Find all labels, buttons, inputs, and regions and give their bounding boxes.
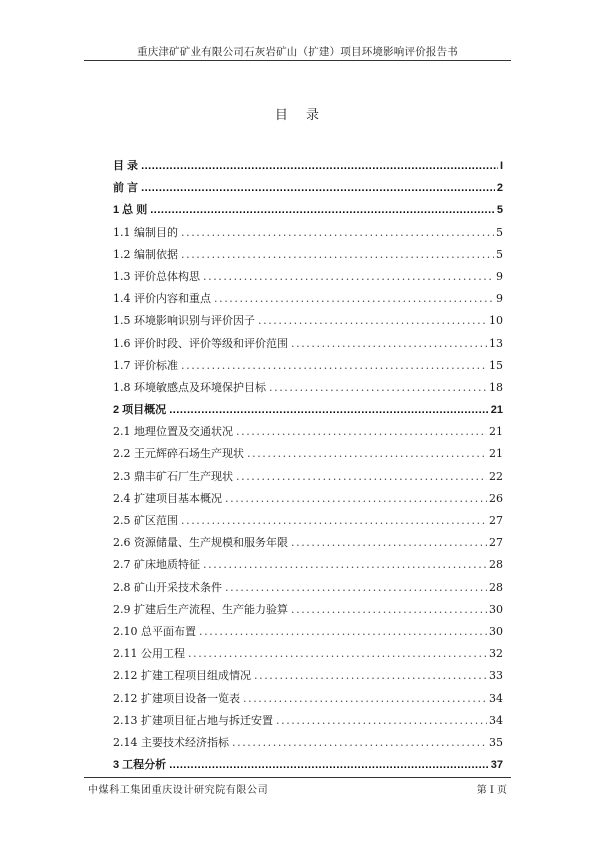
toc-entry-title: 1.3 评价总体构思	[113, 269, 200, 283]
toc-entry-page: 28	[489, 580, 503, 594]
toc-leader-dots	[169, 399, 489, 421]
toc-entry-title: 2.2 王元辉碎石场生产现状	[113, 447, 244, 461]
toc-entry-page: 21	[489, 425, 503, 439]
toc-entry-page: 32	[489, 647, 503, 661]
toc-entry-title: 2.4 扩建项目基本概况	[113, 491, 222, 505]
toc-entry[interactable]	[113, 310, 503, 332]
toc-entry-page: 28	[489, 558, 503, 572]
toc-entry-title: 1.7 评价标准	[113, 358, 178, 372]
toc-entry[interactable]	[113, 488, 503, 510]
toc-entry[interactable]	[113, 510, 503, 532]
toc-entry[interactable]	[113, 244, 503, 266]
toc-entry[interactable]	[113, 399, 503, 421]
toc-leader-dots	[225, 488, 487, 510]
footer-rule	[84, 777, 511, 778]
toc-entry[interactable]	[113, 532, 503, 554]
toc-entry-title: 1.6 评价时段、评价等级和评价范围	[113, 336, 288, 350]
page-title: 目 录	[274, 108, 321, 123]
toc-entry-page: 9	[496, 269, 503, 283]
toc-entry[interactable]	[113, 333, 503, 355]
toc-entry-title: 2.8 矿山开采技术条件	[113, 580, 222, 594]
toc-entry-title: 2 项目概况	[113, 404, 167, 417]
toc-entry-title: 1.1 编制目的	[113, 225, 178, 239]
toc-leader-dots	[269, 377, 487, 399]
toc-leader-dots	[236, 466, 487, 488]
toc-entry[interactable]	[113, 577, 503, 599]
toc-entry[interactable]	[113, 732, 503, 754]
toc-entry-title: 2.12 扩建项目设备一览表	[113, 691, 240, 705]
toc-entry[interactable]	[113, 155, 503, 177]
toc-leader-dots	[203, 554, 487, 576]
toc-entry[interactable]	[113, 710, 503, 732]
toc-entry-page: 21	[490, 404, 503, 417]
toc-entry-page: 21	[489, 447, 503, 461]
toc-leader-dots	[181, 355, 487, 377]
toc-entry-title: 2.6 资源储量、生产规模和服务年限	[113, 536, 288, 550]
toc-entry-page: 5	[496, 247, 503, 261]
toc-entry[interactable]	[113, 665, 503, 687]
toc-entry[interactable]	[113, 643, 503, 665]
toc-entry-title: 1.5 环境影响识别与评价因子	[113, 314, 255, 328]
toc-leader-dots	[181, 510, 487, 532]
toc-entry-page: 5	[496, 225, 503, 239]
toc-entry[interactable]	[113, 288, 503, 310]
toc-entry[interactable]	[113, 599, 503, 621]
toc-entry-page: 13	[489, 336, 503, 350]
toc-leader-dots	[225, 577, 487, 599]
toc-entry-title: 1 总 则	[113, 204, 148, 217]
toc-entry-title: 2.10 总平面布置	[113, 624, 196, 638]
toc-entry-title: 前 言	[113, 182, 139, 195]
toc-entry-page: 9	[496, 292, 503, 306]
toc-entry-title: 2.14 主要技术经济指标	[113, 735, 229, 749]
toc-leader-dots	[291, 333, 487, 355]
toc-leader-dots	[214, 288, 494, 310]
toc-leader-dots	[243, 688, 487, 710]
toc-entry-title: 1.2 编制依据	[113, 247, 178, 261]
toc-leader-dots	[254, 665, 487, 687]
toc-entry[interactable]	[113, 222, 503, 244]
toc-leader-dots	[203, 266, 494, 288]
toc-entry-title: 2.9 扩建后生产流程、生产能力验算	[113, 602, 288, 616]
header-rule	[84, 60, 511, 61]
toc-leader-dots	[181, 244, 494, 266]
toc-entry-title: 目 录	[113, 160, 139, 172]
toc-leader-dots	[276, 710, 487, 732]
toc-entry-title: 2.11 公用工程	[113, 647, 185, 661]
toc-entry-page: 30	[489, 624, 503, 638]
toc-leader-dots	[141, 155, 498, 177]
toc-entry-title: 1.8 环境敏感点及环境保护目标	[113, 380, 266, 394]
toc-entry-page: 30	[489, 602, 503, 616]
toc-entry-page: 18	[489, 380, 503, 394]
toc-entry[interactable]	[113, 177, 503, 199]
toc-entry[interactable]	[113, 466, 503, 488]
toc-entry-title: 3 工程分析	[113, 759, 167, 772]
footer-organization: 中煤科工集团重庆设计研究院有限公司	[88, 785, 269, 796]
toc-entry-page: I	[499, 160, 503, 172]
toc-entry-page: 27	[489, 514, 503, 527]
toc-entry-title: 1.4 评价内容和重点	[113, 292, 211, 306]
toc-entry-page: 26	[489, 491, 503, 505]
toc-entry[interactable]	[113, 688, 503, 710]
toc-leader-dots	[141, 177, 495, 199]
toc-entry-title: 2.3 鼎丰矿石厂生产现状	[113, 469, 233, 483]
toc-entry-page: 5	[496, 204, 503, 217]
toc-leader-dots	[291, 599, 487, 621]
toc-entry-page: 37	[490, 759, 503, 772]
toc-entry[interactable]	[113, 266, 503, 288]
toc-entry-page: 22	[489, 469, 503, 483]
footer-page-number: 第 I 页	[476, 785, 507, 796]
toc-leader-dots	[236, 421, 487, 443]
toc-entry[interactable]	[113, 421, 503, 443]
toc-entry[interactable]	[113, 621, 503, 643]
toc-entry-page: 35	[489, 735, 503, 749]
toc-entry-title: 2.5 矿区范围	[113, 514, 178, 527]
toc-entry-page: 33	[489, 669, 503, 683]
toc-entry-title: 2.13 扩建项目征占地与拆迁安置	[113, 713, 273, 727]
toc-leader-dots	[247, 443, 487, 465]
toc-leader-dots	[169, 754, 489, 776]
toc-leader-dots	[291, 532, 487, 554]
toc-entry[interactable]	[113, 443, 503, 465]
toc-leader-dots	[232, 732, 487, 754]
toc-entry-title: 2.7 矿床地质特征	[113, 558, 200, 572]
table-of-contents	[113, 155, 503, 776]
toc-leader-dots	[199, 621, 487, 643]
toc-entry-title: 2.12 扩建工程项目组成情况	[113, 669, 251, 683]
toc-entry[interactable]	[113, 355, 503, 377]
toc-entry[interactable]	[113, 554, 503, 576]
toc-entry[interactable]	[113, 754, 503, 776]
toc-entry-page: 15	[489, 358, 503, 372]
toc-entry-title: 2.1 地理位置及交通状况	[113, 425, 233, 439]
toc-entry[interactable]	[113, 377, 503, 399]
toc-entry-page: 2	[496, 182, 503, 195]
toc-leader-dots	[188, 643, 487, 665]
toc-entry-page: 10	[489, 314, 503, 328]
toc-leader-dots	[181, 222, 494, 244]
toc-leader-dots	[150, 199, 495, 221]
toc-entry-page: 34	[489, 713, 503, 727]
toc-entry-page: 34	[489, 691, 503, 705]
toc-entry-page: 27	[489, 536, 503, 550]
toc-leader-dots	[258, 310, 487, 332]
running-header: 重庆津矿矿业有限公司石灰岩矿山（扩建）项目环境影响评价报告书	[137, 46, 458, 58]
toc-entry[interactable]	[113, 199, 503, 221]
